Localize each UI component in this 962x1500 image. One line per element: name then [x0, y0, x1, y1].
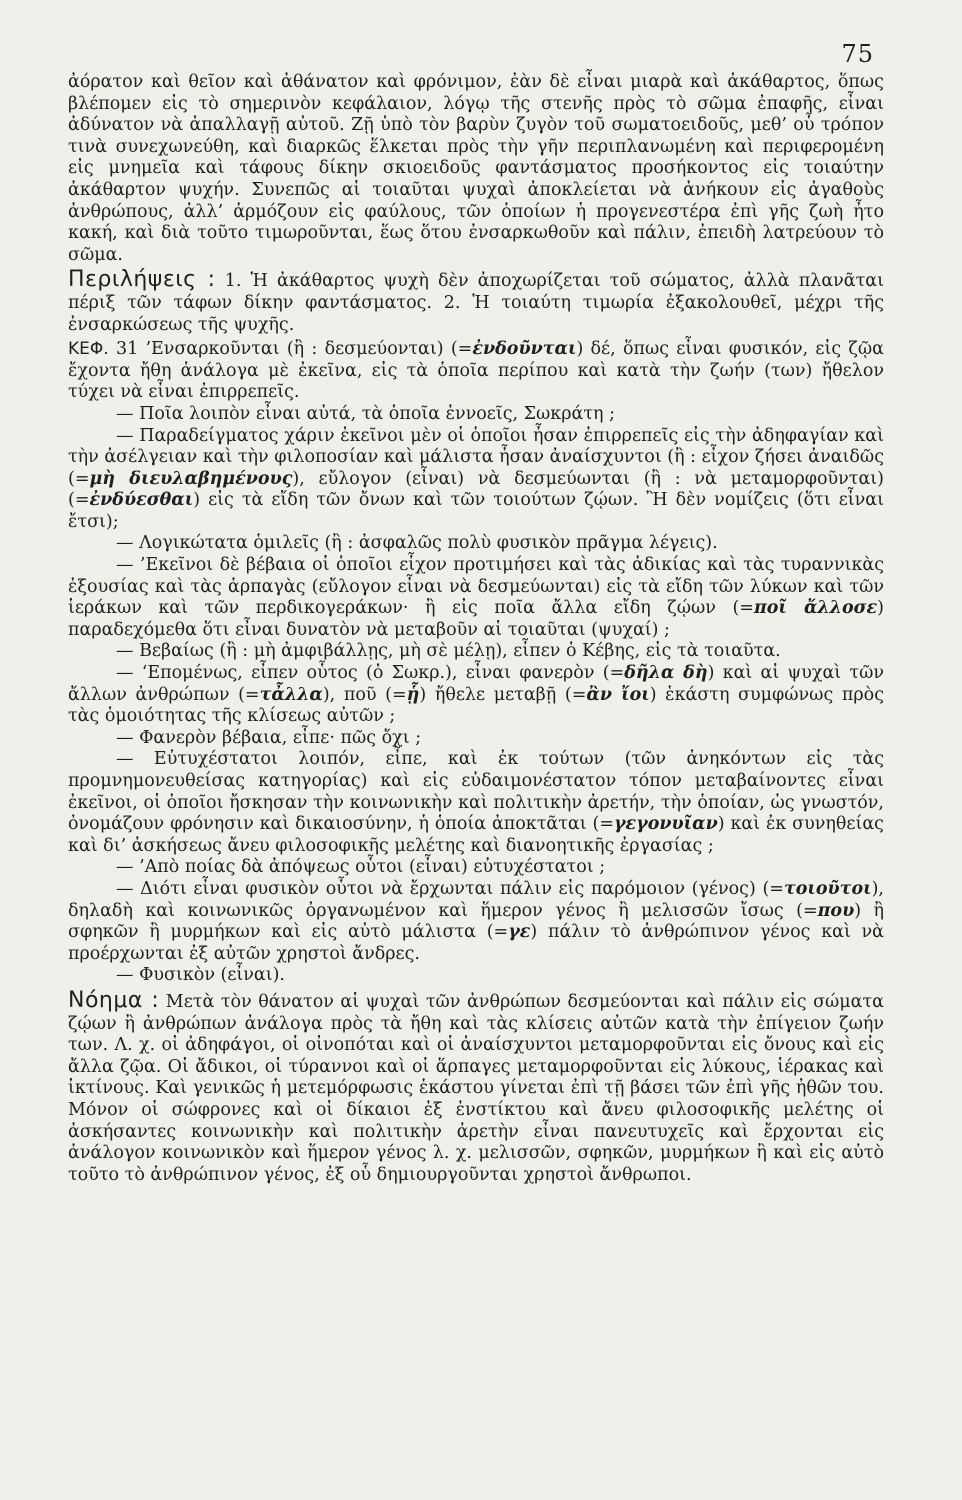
- dialogue-10-term-1: τοιοῦτοι: [783, 878, 872, 899]
- dialogue-6-term-1: δῆλα δὴ: [624, 663, 708, 684]
- dialogue-4-term: ποῖ ἄλλοσε: [753, 598, 878, 619]
- summary-paragraph: [68, 269, 884, 336]
- dialogue-2-term-2: ἐνδύεσθαι: [89, 490, 194, 511]
- dialogue-10-text-e: ) ἢ σφηκῶν ἢ μυρμήκων καὶ εἰς αὐτὸ μάλιστα (=: [68, 900, 884, 943]
- dialogue-2-text-a: — Παραδείγματος χάριν ἐκεῖνοι μὲν οἱ ὁποῖοι ἦσαν ἐπιρρεπεῖς εἰς τὴν ἀδηφαγίαν καὶ τὴν ἀσέλγειαν καὶ τὴν φιλοποσίαν καὶ μάλιστα ἦσαν ἀναίσχυντοι (ἢ : εἶχον ζήσει ἀναιδῶς (=: [68, 425, 884, 489]
- dialogue-4-text-a: — ’Εκεῖνοι δὲ βέβαια οἱ ὁποῖοι εἶχον προτιμήσει καὶ τὰς ἀδικίας καὶ τὰς τυραννικὰς ἐξουσίας καὶ τὰς ἁρπαγὰς (εὔλογον εἶναι νὰ δεσμεύωνται) εἰς τὰ εἴδη τῶν λύκων καὶ τῶν ἱεράκων καὶ τῶν περδικογεράκων· ἢ εἰς ποῖα ἄλλα εἴδη ζῴων (=: [68, 555, 884, 619]
- summary-label: Περιλήψεις :: [68, 267, 216, 293]
- dialogue-line-7: — Φανερὸν βέβαια, εἶπε· πῶς ὄχι ;: [116, 727, 422, 748]
- noema-text: Μετὰ τὸν θάνατον αἱ ψυχαὶ τῶν ἀνθρώπων δεσμεύονται καὶ πάλιν εἰς σώματα ζῴων ἢ ἀνθρώπων ἀνάλογα πρὸς τὰ ἤθη καὶ τὰς κλίσεις αὐτῶν κατὰ τὴν ἐπίγειον ζωήν των. Λ. χ. οἱ ἀδηφάγοι, οἱ οἰνοπόται καὶ οἱ ἀναίσχυντοι μεταμορφοῦνται εἰς ὄνους καὶ εἰς ἄλλα ζῷα. Οἱ ἄδικοι, οἱ τύραννοι καὶ οἱ ἅρπαγες μεταμορφοῦνται εἰς λύκους, ἱέρακας καὶ ἰκτίνους. Καὶ γενικῶς ἡ μετεμόρφωσις ἑκάστου γίνεται ἐπὶ τῇ βάσει τῶν ἐπὶ γῆς ἠθῶν του. Μόνον οἱ σώφρονες καὶ οἱ δίκαιοι ἐξ ἐνστίκτου καὶ ἄνευ φιλοσοφικῆς μελέτης οἱ ἀσκήσαντες κοινωνικὴν καὶ πολιτικὴν ἀρετὴν εἶναι πανευτυχεῖς καὶ ἔρχονται εἰς ἀνάλογον κοινωνικὸν καὶ ἥμερον γένος λ. χ. μελισσῶν, σφηκῶν, μυρμήκων ἢ καὶ εἰς αὐτὸ τοῦτο τὸ ἀνθρώπινον γένος, ἐξ οὗ δημιουργοῦνται χρηστοὶ ἄνθρωποι.: [68, 991, 884, 1185]
- dialogue-2-term-1: μὴ διευλαβημένους: [89, 468, 293, 489]
- chapter-text-a: 31 ’Ενσαρκοῦνται (ἢ : δεσμεύονται) (=: [108, 339, 473, 360]
- dialogue-10-term-3: γε: [508, 922, 531, 943]
- dialogue-line-9: — ’Απὸ ποίας δὰ ἀπόψεως οὗτοι (εἶναι) εὐτυχέστατοι ;: [116, 857, 606, 878]
- dialogue-line-1: — Ποῖα λοιπὸν εἶναι αὐτά, τὰ ὁποῖα ἐννοεῖς, Σωκράτη ;: [116, 403, 615, 424]
- dialogue-10-text-c: ), δηλαδὴ καὶ κοινωνικῶς ὀργανωμένον καὶ ἥμερον γένος ἢ μελισσῶν ἴσως (=: [68, 878, 884, 921]
- dialogue-10-text-a: — Διότι εἶναι φυσικὸν οὗτοι νὰ ἔρχωνται πάλιν εἰς παρόμοιον (γένος) (=: [116, 878, 784, 899]
- dialogue-line-4: [68, 555, 884, 641]
- dialogue-8-text-a: — Εὐτυχέστατοι λοιπόν, εἶπε, καὶ ἐκ τούτων (τῶν ἀνηκόντων εἰς τὰς προμνημονευθείσας κατηγορίας) καὶ εἰς εὐδαιμονέστατον τόπον μεταβαίνοντες εἶναι ἐκεῖνοι, οἱ ὁποῖοι ἤσκησαν τὴν κοινωνικὴν καὶ πολιτικὴν ἀρετήν, τὴν ὁποίαν, ὡς γνωστόν, ὀνομάζουν φρόνησιν καὶ δικαιοσύνην, ἡ ὁποία ἀποκτᾶται (=: [68, 749, 884, 835]
- dialogue-8-text-c: ) καὶ ἐκ συνηθείας καὶ δι’ ἀσκήσεως ἄνευ φιλοσοφικῆς μελέτης καὶ διανοητικῆς ἐργασίας ;: [68, 814, 884, 856]
- dialogue-6-term-4: ἂν ἴοι: [586, 684, 650, 705]
- dialogue-line-8: [68, 749, 884, 857]
- dialogue-6-term-2: τἆλλα: [259, 684, 323, 705]
- dialogue-6-term-3: ᾗ: [406, 684, 420, 705]
- dialogue-10-term-2: που: [817, 900, 855, 921]
- chapter-greek-term: ἐνδοῦνται: [472, 339, 577, 360]
- dialogue-line-3: — Λογικώτατα ὁμιλεῖς (ἢ : ἀσφαλῶς πολὺ φυσικὸν πρᾶγμα λέγεις).: [116, 533, 718, 554]
- dialogue-6-text-c: ) καὶ αἱ ψυχαὶ τῶν ἄλλων ἀνθρώπων (=: [68, 663, 884, 705]
- dialogue-line-11: — Φυσικὸν (εἶναι).: [116, 965, 285, 986]
- dialogue-6-text-g: ) ἤθελε μεταβῇ (=: [419, 684, 587, 705]
- paragraph-intro: ἀόρατον καὶ θεῖον καὶ ἀθάνατον καὶ φρόνιμον, ἐὰν δὲ εἶναι μιαρὰ καὶ ἀκάθαρτος, ὅπως βλέπομεν εἰς τὸ σημερινὸν κεφάλαιον, λόγῳ τῆς στενῆς πρὸς τὸ σῶμα ἐπαφῆς, εἶναι ἀδύνατον νὰ ἀπαλλαγῇ αὐτοῦ. Ζῇ ὑπὸ τὸν βαρὺν ζυγὸν τοῦ σωματοειδοῦς, μεθ’ οὗ τρόπον τινὰ συνεχωνεύθη, καὶ διαρκῶς ἕλκεται πρὸς τὴν γῆν περιπλανωμένη καὶ περιφερομένη εἰς μνημεῖα καὶ τάφους δίκην σκιοειδοῦς φαντάσματος προσήκοντος εἰς τοιαύτην ἀκάθαρτον ψυχήν. Συνεπῶς αἱ τοιαῦται ψυχαὶ ἀποκλείεται νὰ ἀνήκουν εἰς ἀγαθοὺς ἀνθρώπους, ἀλλ’ ἁρμόζουν εἰς φαύλους, τῶν ὁποίων ἡ προγενεστέρα ἐπὶ γῆς ζωὴ ἦτο κακή, καὶ διὰ τοῦτο τιμωροῦνται, ἕως ὅτου ἐνσαρκωθοῦν καὶ πάλιν, ἐπειδὴ λατρεύουν τὸ σῶμα.: [68, 72, 884, 265]
- chapter-paragraph: [68, 339, 884, 404]
- dialogue-6-text-a: — ‘Επομένως, εἶπεν οὗτος (ὁ Σωκρ.), εἶναι φανερὸν (=: [116, 663, 625, 684]
- page-number: 75: [841, 40, 874, 68]
- summary-text: 1. Ἡ ἀκάθαρτος ψυχὴ δὲν ἀποχωρίζεται τοῦ σώματος, ἀλλὰ πλανᾶται πέριξ τῶν τάφων δίκην φαντάσματος. 2. Ἡ τοιαύτη τιμωρία ἐξακολουθεῖ, μέχρι τῆς ἐνσαρκώσεως τῆς ψυχῆς.: [68, 271, 884, 335]
- chapter-text-c: ) δέ, ὅπως εἶναι φυσικόν, εἰς ζῷα ἔχοντα ἤθη ἀνάλογα μὲ ἐκεῖνα, εἰς τὰ ὁποῖα περίπου καὶ κατὰ τὴν ζωήν (των) ἤθελον τύχει νὰ εἶναι ἐπιρρεπεῖς.: [68, 339, 884, 403]
- dialogue-4-text-c: ) παραδεχόμεθα ὅτι εἶναι δυνατὸν νὰ μεταβοῦν αἱ τοιαῦται (ψυχαί) ;: [68, 598, 884, 640]
- dialogue-2-text-c: ), εὔλογον (εἶναι) νὰ δεσμεύωνται (ἢ : νὰ μεταμορφοῦνται) (=: [68, 468, 884, 511]
- dialogue-line-10: [68, 879, 884, 965]
- dialogue-line-2: [68, 426, 884, 534]
- dialogue-10-text-g: ) πάλιν τὸ ἀνθρώπινον γένος καὶ νὰ προέρχωνται ἐξ αὐτῶν χρηστοὶ ἄνδρες.: [68, 922, 884, 964]
- dialogue-line-5: — Βεβαίως (ἢ : μὴ ἀμφιβάλλῃς, μὴ σὲ μέλῃ), εἶπεν ὁ Κέβης, εἰς τὰ τοιαῦτα.: [116, 641, 781, 662]
- noema-paragraph: [68, 987, 884, 1186]
- dialogue-8-term: γεγονυῖαν: [613, 814, 718, 835]
- dialogue-2-text-e: ) εἰς τὰ εἴδη τῶν ὄνων καὶ τῶν τοιούτων ζῴων. Ἢ δὲν νομίζεις (ὅτι εἶναι ἔτσι);: [68, 490, 884, 532]
- dialogue-6-text-i: ) ἑκάστη συμφώνως πρὸς τὰς ὁμοιότητας τῆς κλίσεως αὐτῶν ;: [68, 684, 884, 727]
- dialogue-line-6: [68, 663, 884, 728]
- dialogue-6-text-e: ), ποῦ (=: [322, 684, 407, 705]
- chapter-label: ΚΕΦ.: [68, 339, 109, 360]
- noema-label: Νόημα :: [68, 987, 160, 1013]
